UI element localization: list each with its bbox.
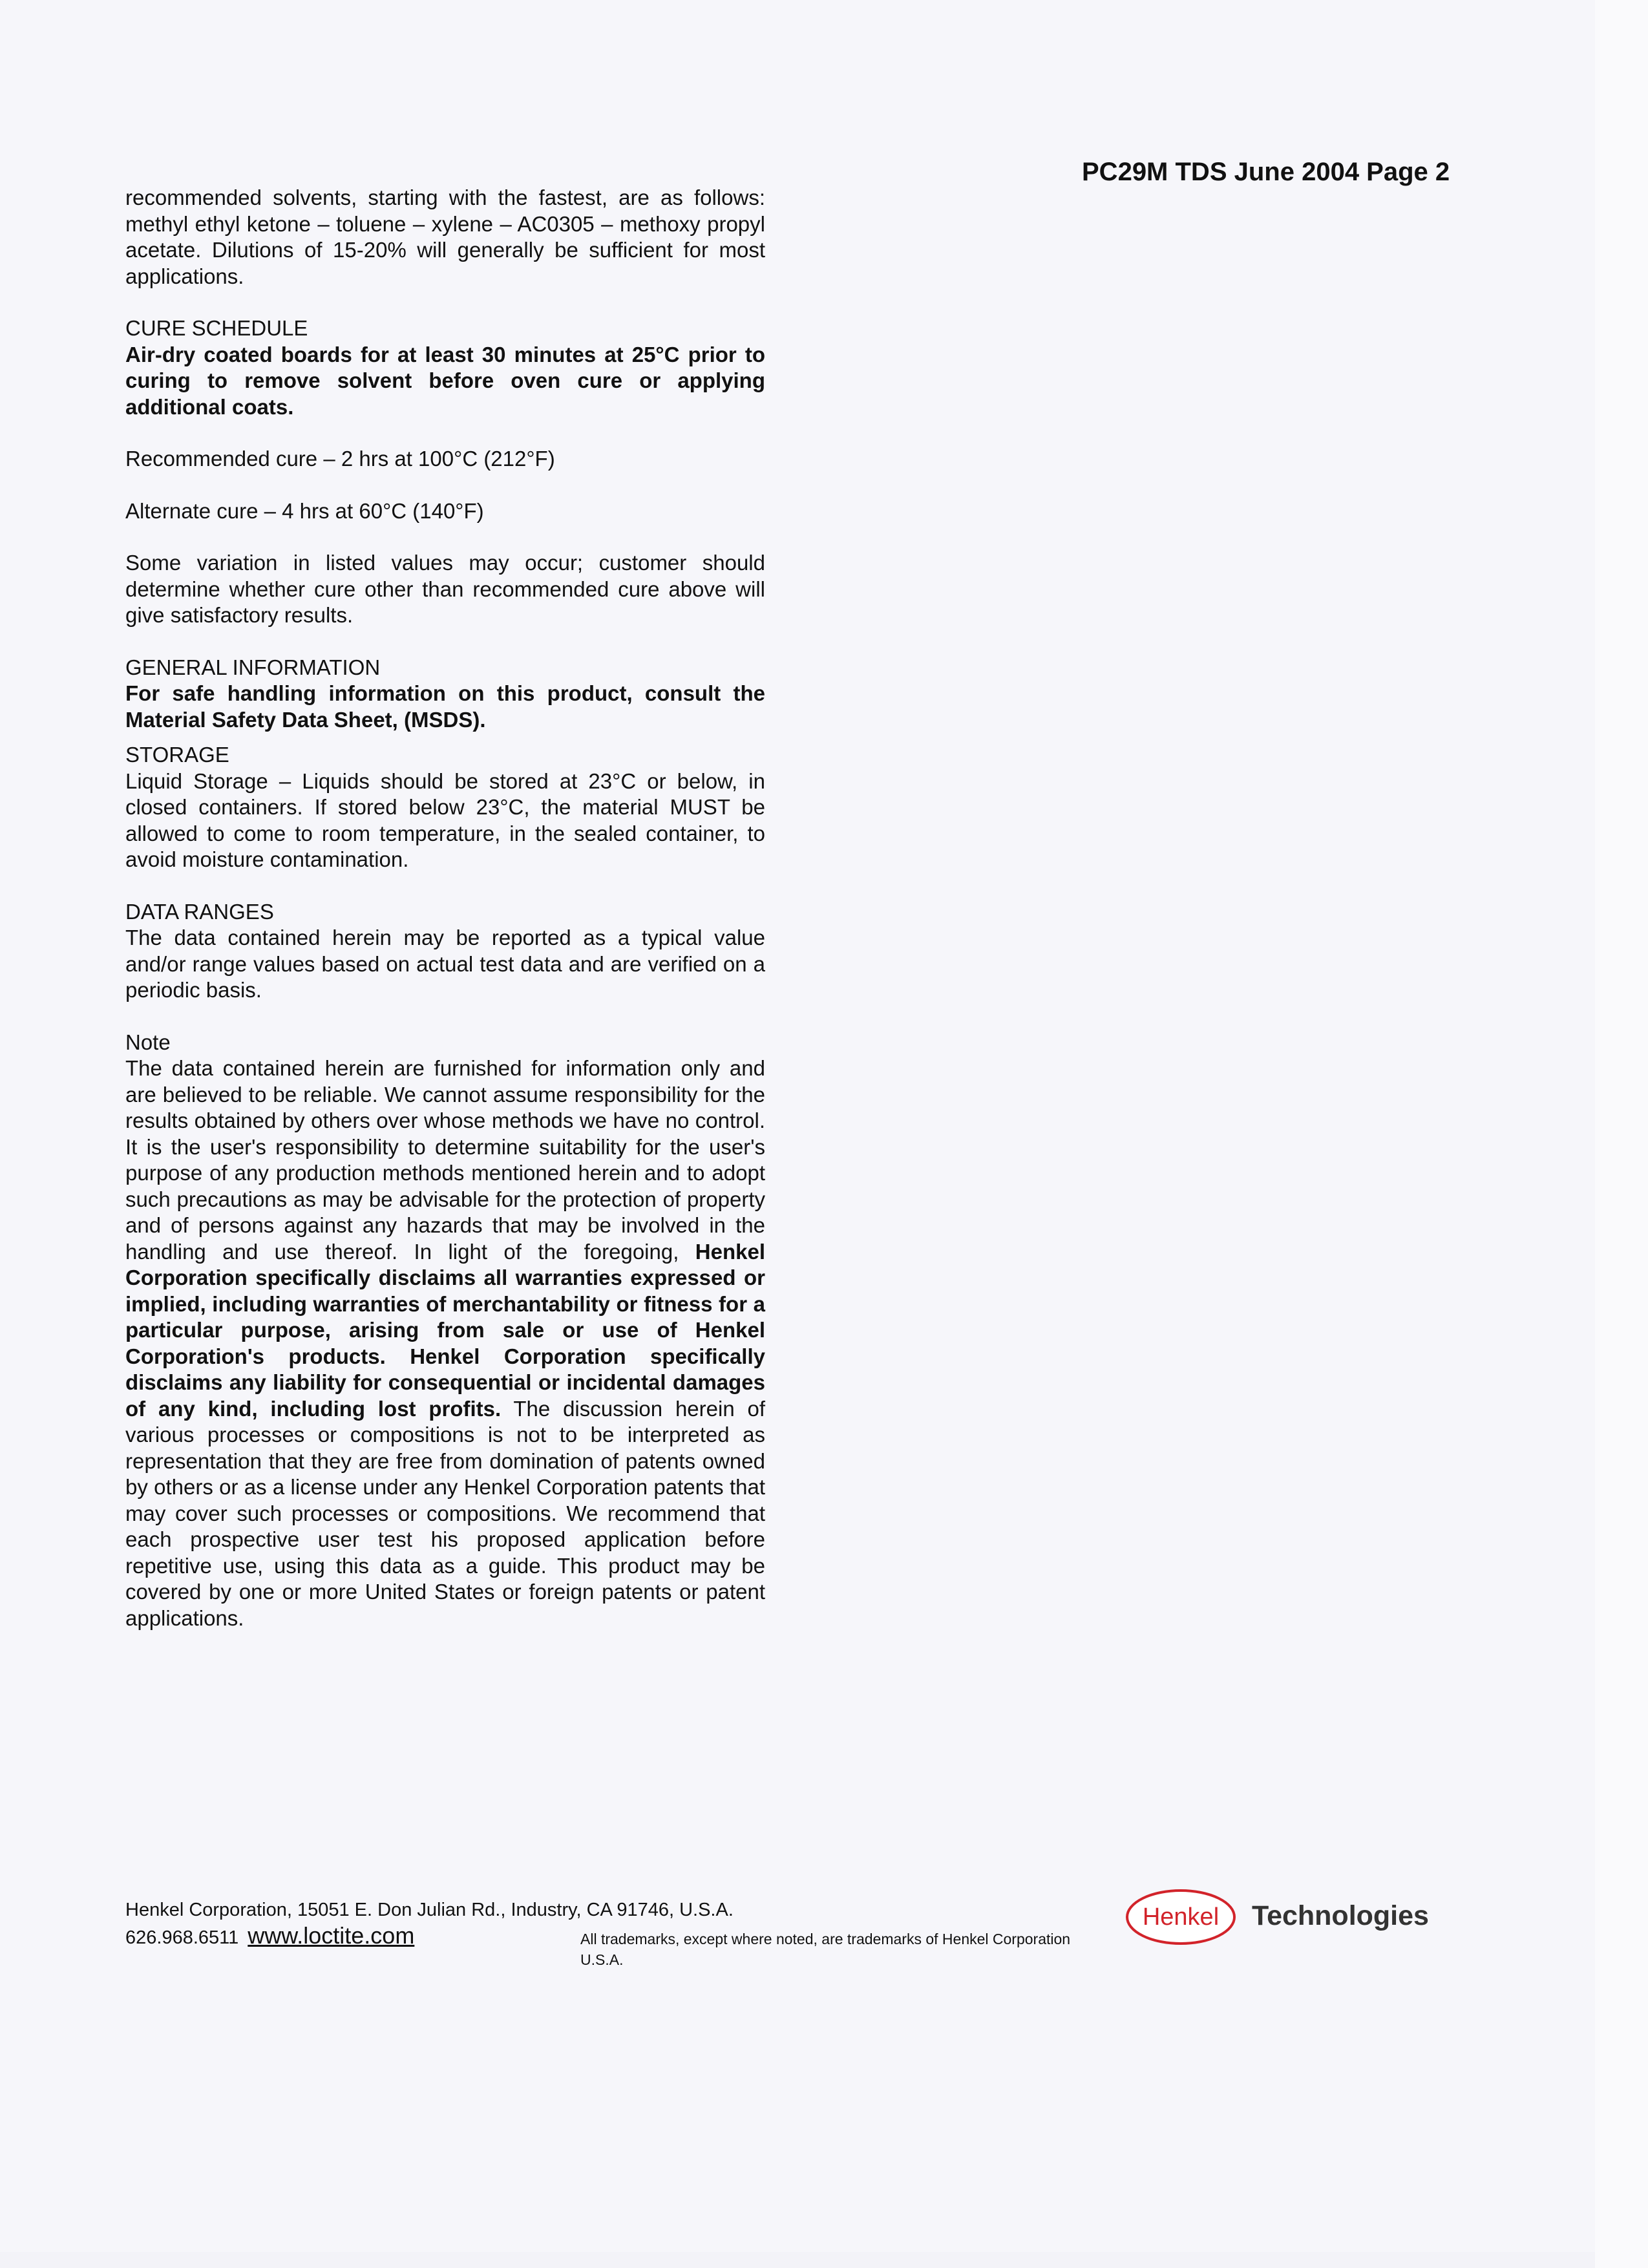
note-disclaimer-bold: Henkel Corporation specifically disclaims all warranties expressed or implied, including warranties of merchantability or fitness for a particular purpose, arising from sale or use of Henkel Corporation's products. Henkel Corporation specifically disclaims any liability for consequential or incidental damages of any kind, including lost profits. xyxy=(125,1239,765,1421)
storage-text: Liquid Storage – Liquids should be stored at 23°C or below, in closed containers. If stored below 23°C, the material MUST be allowed to come to room temperature, in the sealed container, to avoid moisture contamination. xyxy=(125,768,765,871)
footer-phone: 626.968.6511 xyxy=(125,1927,239,1948)
technologies-label: Technologies xyxy=(1252,1900,1429,1931)
data-ranges-text: The data contained herein may be reported as a typical value and/or range values based on actual test data and are verified on a periodic basis. xyxy=(125,926,765,1002)
footer-url-link[interactable]: www.loctite.com xyxy=(248,1922,415,1949)
note-text-1: The data contained herein are furnished for information only and are believed to be reliable. We cannot assume responsibility for the results obtained by others over whose methods we have no control. It is the user's responsibility to determine suitability for the user's purpose of any production methods mentioned herein and to adopt such precautions as may be advisable for the protection of property and of persons against any hazards that may be involved in the handling and use thereof. In light of the foregoing, xyxy=(125,1056,765,1264)
henkel-logo-text: Henkel xyxy=(1142,1903,1220,1931)
footer-trademark: All trademarks, except where noted, are trademarks of Henkel Corporation U.S.A. xyxy=(580,1931,1071,1968)
storage-heading: STORAGE xyxy=(125,743,229,767)
footer-address: Henkel Corporation, 15051 E. Don Julian Rd., Industry, CA 91746, U.S.A. xyxy=(125,1900,734,1920)
cure-bold-text: Air-dry coated boards for at least 30 minutes at 25°C prior to curing to remove solvent before oven cure or applying additional coats. xyxy=(125,342,765,419)
intro-paragraph: recommended solvents, starting with the fastest, are as follows: methyl ethyl ketone – toluene – xylene – AC0305 – methoxy propyl acetate. Dilutions of 15-20% will generally be sufficient for most applications. xyxy=(125,185,765,288)
page-header: PC29M TDS June 2004 Page 2 xyxy=(1082,158,1450,186)
note-heading: Note xyxy=(125,1030,171,1054)
henkel-logo xyxy=(1125,1887,1238,1947)
note-paragraph xyxy=(125,1055,765,1631)
general-bold-text: For safe handling information on this product, consult the Material Safety Data Sheet, (MSDS). xyxy=(125,681,765,732)
cure-heading: CURE SCHEDULE xyxy=(125,316,308,340)
scan-margin xyxy=(1595,0,1648,2268)
note-text-2: The discussion herein of various processes or compositions is not to be interpreted as representation that they are free from domination of patents owned by others or as a license under any Henkel Corporation patents that may cover such processes or compositions. We recommend that each prospective user test his proposed application before repetitive use, using this data as a guide. This product may be covered by one or more United States or foreign patents or patent applications. xyxy=(125,1396,766,1630)
main-column xyxy=(125,185,765,1631)
general-heading: GENERAL INFORMATION xyxy=(125,655,381,679)
data-ranges-heading: DATA RANGES xyxy=(125,899,274,924)
variation-paragraph: Some variation in listed values may occur; customer should determine whether cure other than recommended cure above will give satisfactory results. xyxy=(125,551,765,627)
alternate-cure: Alternate cure – 4 hrs at 60°C (140°F) xyxy=(125,498,484,523)
recommended-cure: Recommended cure – 2 hrs at 100°C (212°F) xyxy=(125,447,555,471)
